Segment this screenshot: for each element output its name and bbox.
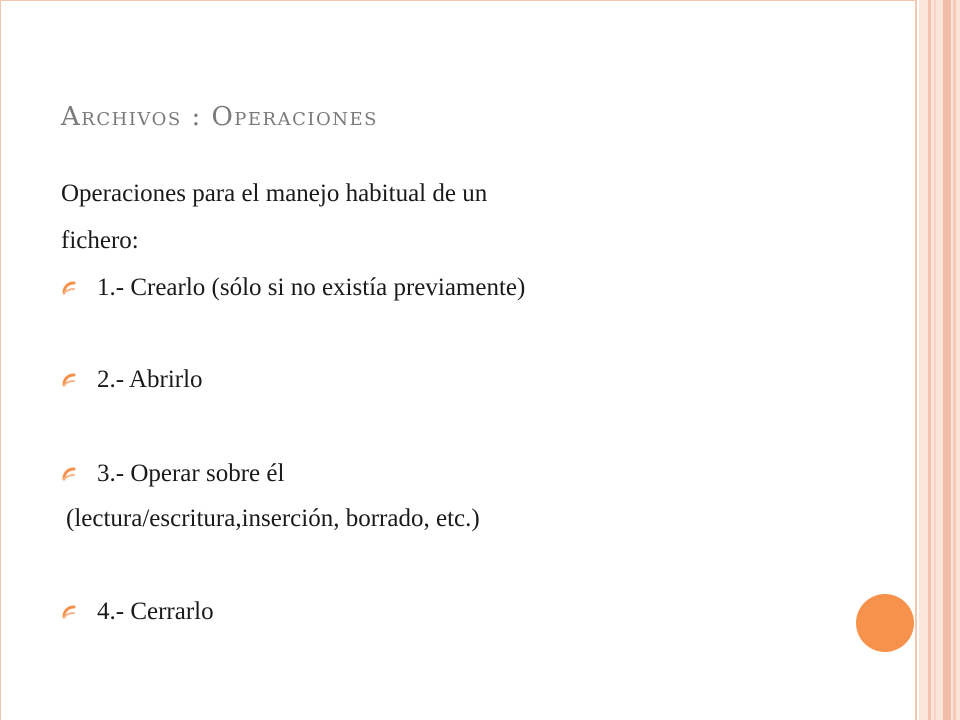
list-item	[61, 598, 214, 626]
list-item-label: 2.- Abrirlo	[97, 366, 203, 393]
intro-text-line-2: fichero:	[61, 227, 139, 254]
list-item-label: 1.- Crearlo (sólo si no existía previamente)	[97, 274, 526, 301]
orange-ribbon-bullet-icon	[61, 280, 77, 296]
list-item-label: 3.- Operar sobre él	[97, 460, 285, 487]
decorative-stripe	[928, 0, 931, 720]
decorative-stripe	[934, 0, 936, 720]
orange-ribbon-bullet-icon	[61, 466, 77, 482]
orange-circle-decoration	[856, 594, 914, 652]
decorative-stripe	[943, 0, 951, 720]
orange-ribbon-bullet-icon	[61, 372, 77, 388]
list-item	[61, 274, 525, 302]
intro-text-line-1: Operaciones para el manejo habitual de un	[61, 180, 488, 207]
list-item-label: 4.- Cerrarlo	[97, 598, 214, 625]
list-item	[61, 366, 203, 394]
slide-title: Archivos : Operaciones	[61, 102, 378, 132]
decorative-stripe	[953, 0, 956, 720]
list-item-continuation: (lectura/escritura,inserción, borrado, etc.)	[66, 505, 480, 532]
list-item	[61, 460, 284, 488]
orange-ribbon-bullet-icon	[61, 604, 77, 620]
